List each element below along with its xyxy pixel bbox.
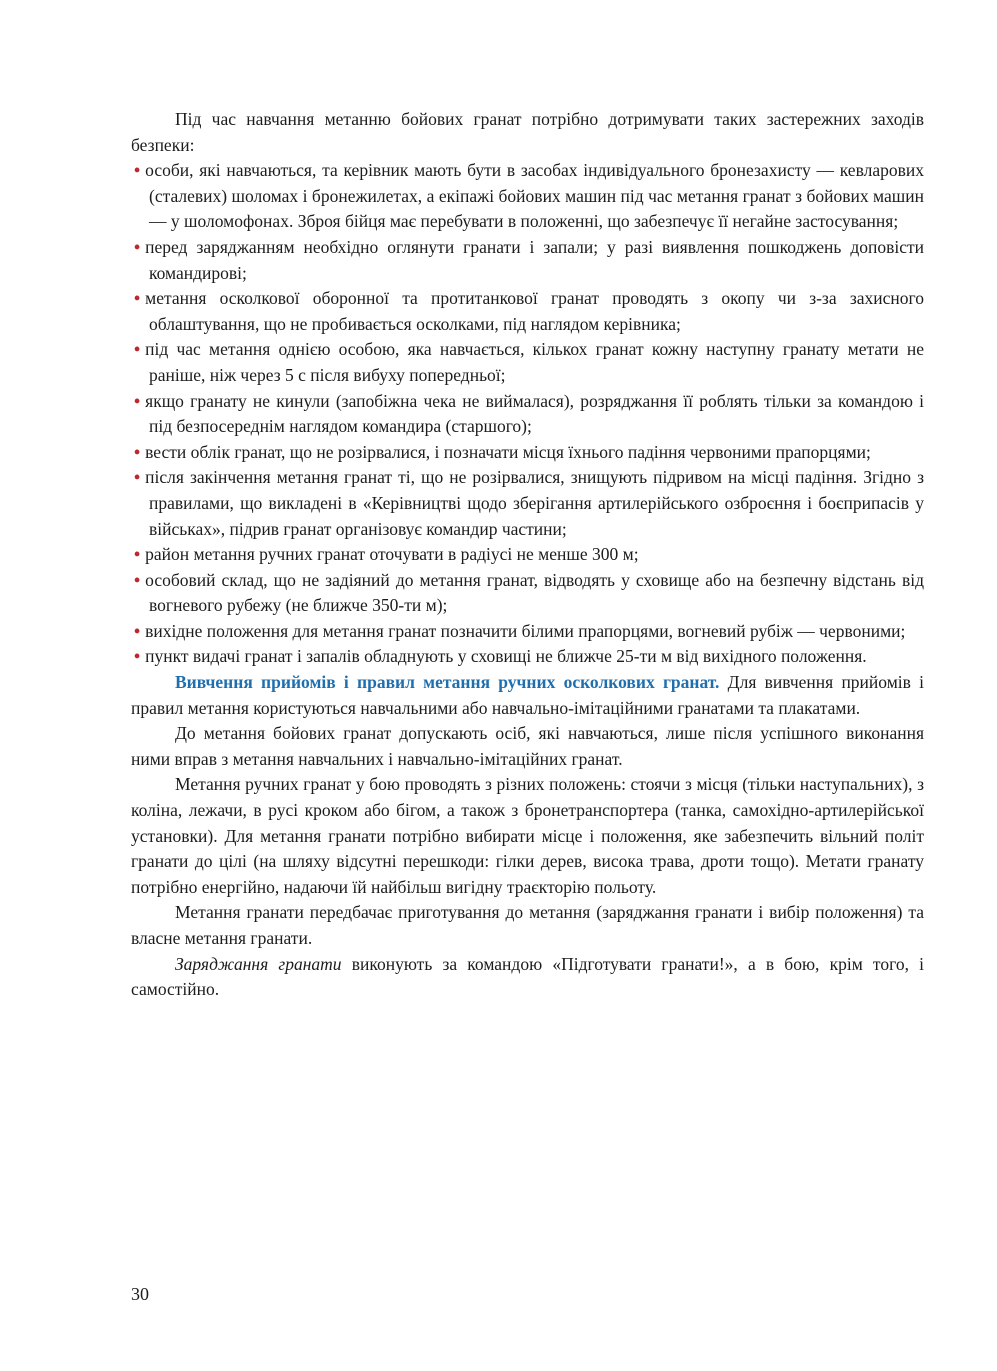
list-item: • район метання ручних гранат оточувати в радіусі не менше 300 м; bbox=[134, 544, 639, 565]
list-item: • вихідне положення для метання гранат позначити білими прапорцями, вогневий рубіж — червоними; bbox=[134, 620, 906, 641]
safety-rules-list bbox=[131, 158, 924, 670]
bullet-icon: • bbox=[134, 544, 141, 565]
main-text bbox=[131, 107, 924, 1003]
bullet-icon: • bbox=[134, 390, 141, 411]
bullet-icon: • bbox=[134, 236, 141, 257]
list-item: • пункт видачі гранат і запалів обладнують у сховищі не ближче 25-ти м від вихідного положення. bbox=[134, 646, 867, 667]
list-item: • вести облік гранат, що не розірвалися, і позначати місця їхнього падіння червоними прапорцями; bbox=[134, 441, 871, 462]
list-item: • перед заряджанням необхідно оглянути гранати і запали; у разі виявлення пошкоджень доповісти командирові; bbox=[134, 236, 924, 283]
page-number: 30 bbox=[131, 1284, 149, 1304]
body-paragraph: До метання бойових гранат допускають осіб, які навчаються, лише після успішного виконання ними вправ з метання навчальних і навчально-імітаційних гранат. bbox=[131, 723, 924, 769]
list-item: • якщо гранату не кинули (запобіжна чека не виймалася), розряджання її роблять тільки за командою і під безпосереднім наглядом командира (старшого); bbox=[134, 390, 924, 437]
italic-term: Заряджання гранати bbox=[175, 953, 342, 974]
body-paragraph: Метання гранати передбачає приготування до метання (заряджання гранати і вибір положення) та власне метання гранати. bbox=[131, 902, 924, 948]
bullet-icon: • bbox=[134, 288, 141, 309]
list-item: • особовий склад, що не задіяний до метання гранат, відводять у сховище або на безпечну відстань від вогневого рубежу (не ближче 350-ти м); bbox=[134, 569, 924, 616]
section-heading: Вивчення прийомів і правил метання ручних осколкових гранат. bbox=[175, 672, 720, 693]
section-paragraph: Вивчення прийомів і правил метання ручних осколкових гранат. Для вивчення прийомів і правил метання користуються навчальними або навчально-імітаційними гранатами та плакатами. bbox=[131, 672, 925, 718]
list-item: • під час метання однією особою, яка навчається, кількох гранат кожну наступну гранату метати не раніше, ніж через 5 с після вибуху попередньої; bbox=[134, 339, 924, 385]
bullet-icon: • bbox=[134, 646, 141, 667]
list-item: • особи, які навчаються, та керівник мають бути в засобах індивідуального бронезахисту — кевларових (сталевих) шоломах і бронежилетах, а екіпажі бойових машин під час метання гранат з бойових машин — у шоломофонах. Зброя бійця має перебувати в положенні, що забезпечує її негайне застосування; bbox=[134, 160, 924, 232]
body-paragraph: Метання ручних гранат у бою проводять з різних положень: стоячи з місця (тільки наступальних), з коліна, лежачи, в русі кроком або бігом, а також з бронетранспортера (танка, самохідно-артилерійської установки). Для метання гранати потрібно вибирати місце і положення, яке забезпечить вільний політ гранати до цілі (на шляху відсутні перешкоди: гілки дерев, висока трава, дроти тощо). Метати гранату потрібно енергійно, надаючи їй найбільш вигідну траєкторію польоту. bbox=[131, 774, 924, 897]
intro-paragraph: Під час навчання метанню бойових гранат потрібно дотримувати таких застережних заходів безпеки: bbox=[131, 109, 924, 155]
list-item: • після закінчення метання гранат ті, що не розірвалися, знищують підривом на місці падіння. Згідно з правилами, що викладені в «Керівництві щодо зберігання артилерійського озброєння і боєприпасів у військах», підрив гранат організовує командир частини; bbox=[134, 467, 924, 539]
list-item: • метання осколкової оборонної та протитанкової гранат проводять з окопу чи з-за захисного облаштування, що не пробивається осколками, під наглядом керівника; bbox=[134, 288, 924, 334]
bullet-icon: • bbox=[134, 160, 141, 181]
bullet-icon: • bbox=[134, 620, 141, 641]
bullet-icon: • bbox=[134, 339, 141, 360]
bullet-icon: • bbox=[134, 569, 141, 590]
bullet-icon: • bbox=[134, 441, 141, 462]
bullet-icon: • bbox=[134, 467, 141, 488]
last-paragraph: Заряджання гранати виконують за командою «Підготувати гранати!», а в бою, крім того, і самостійно. bbox=[131, 953, 924, 1000]
